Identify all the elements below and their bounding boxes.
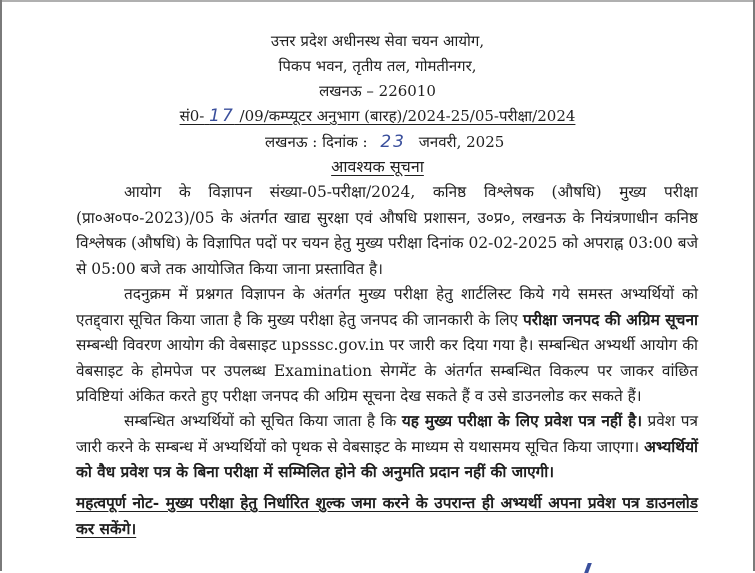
reference-handwritten-number: 17 xyxy=(209,106,235,126)
paragraph-1: आयोग के विज्ञापन संख्या-05-परीक्षा/2024, कनिष्ठ विश्लेषक (औषधि) मुख्य परीक्षा (प्रा०अ०प०-2023)/05 के अंतर्गत खाद्य सुरक्षा एवं औषधि प्रशासन, उ०प्र०, लखनऊ के नियंत्रणाधीन कनिष्ठ विश्लेषक (औषधि) के विज्ञापित पदों पर चयन हेतु मुख्य परीक्षा दिनांक 02-02-2025 को अपराह्न 03:00 बजे से 05:00 बजे तक आयोजित किया जाना प्रस्तावित है। xyxy=(76,183,698,278)
page-top-border xyxy=(0,0,755,2)
paragraph-2 xyxy=(76,282,698,410)
org-name: उत्तर प्रदेश अधीनस्थ सेवा चयन आयोग, xyxy=(270,32,485,50)
org-city: लखनऊ – 226010 xyxy=(319,82,436,100)
important-note: महत्वपूर्ण नोट- मुख्य परीक्षा हेतु निर्धारित शुल्क जमा करने के उपरान्त ही अभ्यर्थी अपना प्रवेश पत्र डाउनलोड कर सकेंगे। xyxy=(76,494,698,538)
reference-number xyxy=(0,106,755,126)
paragraph-2-text-b: सम्बन्धी विवरण आयोग की वेबसाइट upsssc.gov.in पर जारी कर दिया गया है। सम्बन्धित अभ्यर्थी आयोग की वेबसाइट के होमपेज पर उपलब्ध Examination सेगमेंट के अंतर्गत सम्बन्धित विकल्प पर जाकर वांछित प्रविष्टियां अंकित करते हुए परीक्षा जनपद की अग्रिम सूचना देख सकते हैं व उसे डाउनलोड कर सकते हैं। xyxy=(76,336,698,405)
pen-mark xyxy=(584,563,592,573)
paragraph-3-bold-b: अभ्यर्थियों को वैध प्रवेश पत्र के बिना परीक्षा में सम्मिलित होने की अनुमति प्रदान नहीं की जाएगी। xyxy=(76,437,698,481)
reference-prefix: सं0- xyxy=(179,107,205,125)
reference-suffix: /09/कम्प्यूटर अनुभाग (बारह)/2024-25/05-परीक्षा/2024 xyxy=(239,107,576,125)
date-handwritten-day: 23 xyxy=(380,132,406,152)
paragraph-3-text-a: सम्बन्धित अभ्यर्थियों को सूचित किया जाता है कि xyxy=(124,412,402,430)
date-suffix: जनवरी, 2025 xyxy=(418,133,505,151)
paragraph-3-bold-a: यह मुख्य परीक्षा के लिए प्रवेश पत्र नहीं है। xyxy=(401,412,643,430)
org-address: पिकप भवन, तृतीय तल, गोमतीनगर, xyxy=(278,57,477,75)
notice-title: आवश्यक सूचना xyxy=(331,157,424,176)
paragraph-2-bold: परीक्षा जनपद की अग्रिम सूचना xyxy=(523,310,698,329)
paragraph-2-text-a: तदनुक्रम में प्रश्नगत विज्ञापन के अंतर्गत मुख्य परीक्षा हेतु शार्टलिस्ट किये गये समस्त अभ्यर्थियों को एतद्द्वारा सूचित किया जाता है कि मुख्य परीक्षा हेतु जनपद की जानकारी के लिए xyxy=(76,285,698,329)
paragraph-3 xyxy=(76,409,698,486)
date-line xyxy=(265,132,504,152)
paragraph-3-text-b: प्रवेश पत्र जारी करने के सम्बन्ध में अभ्यर्थियों को पृथक से वेबसाइट के माध्यम से यथासमय सूचित किया जाएगा। xyxy=(76,412,698,456)
date-prefix: लखनऊ : दिनांक : xyxy=(265,133,368,151)
